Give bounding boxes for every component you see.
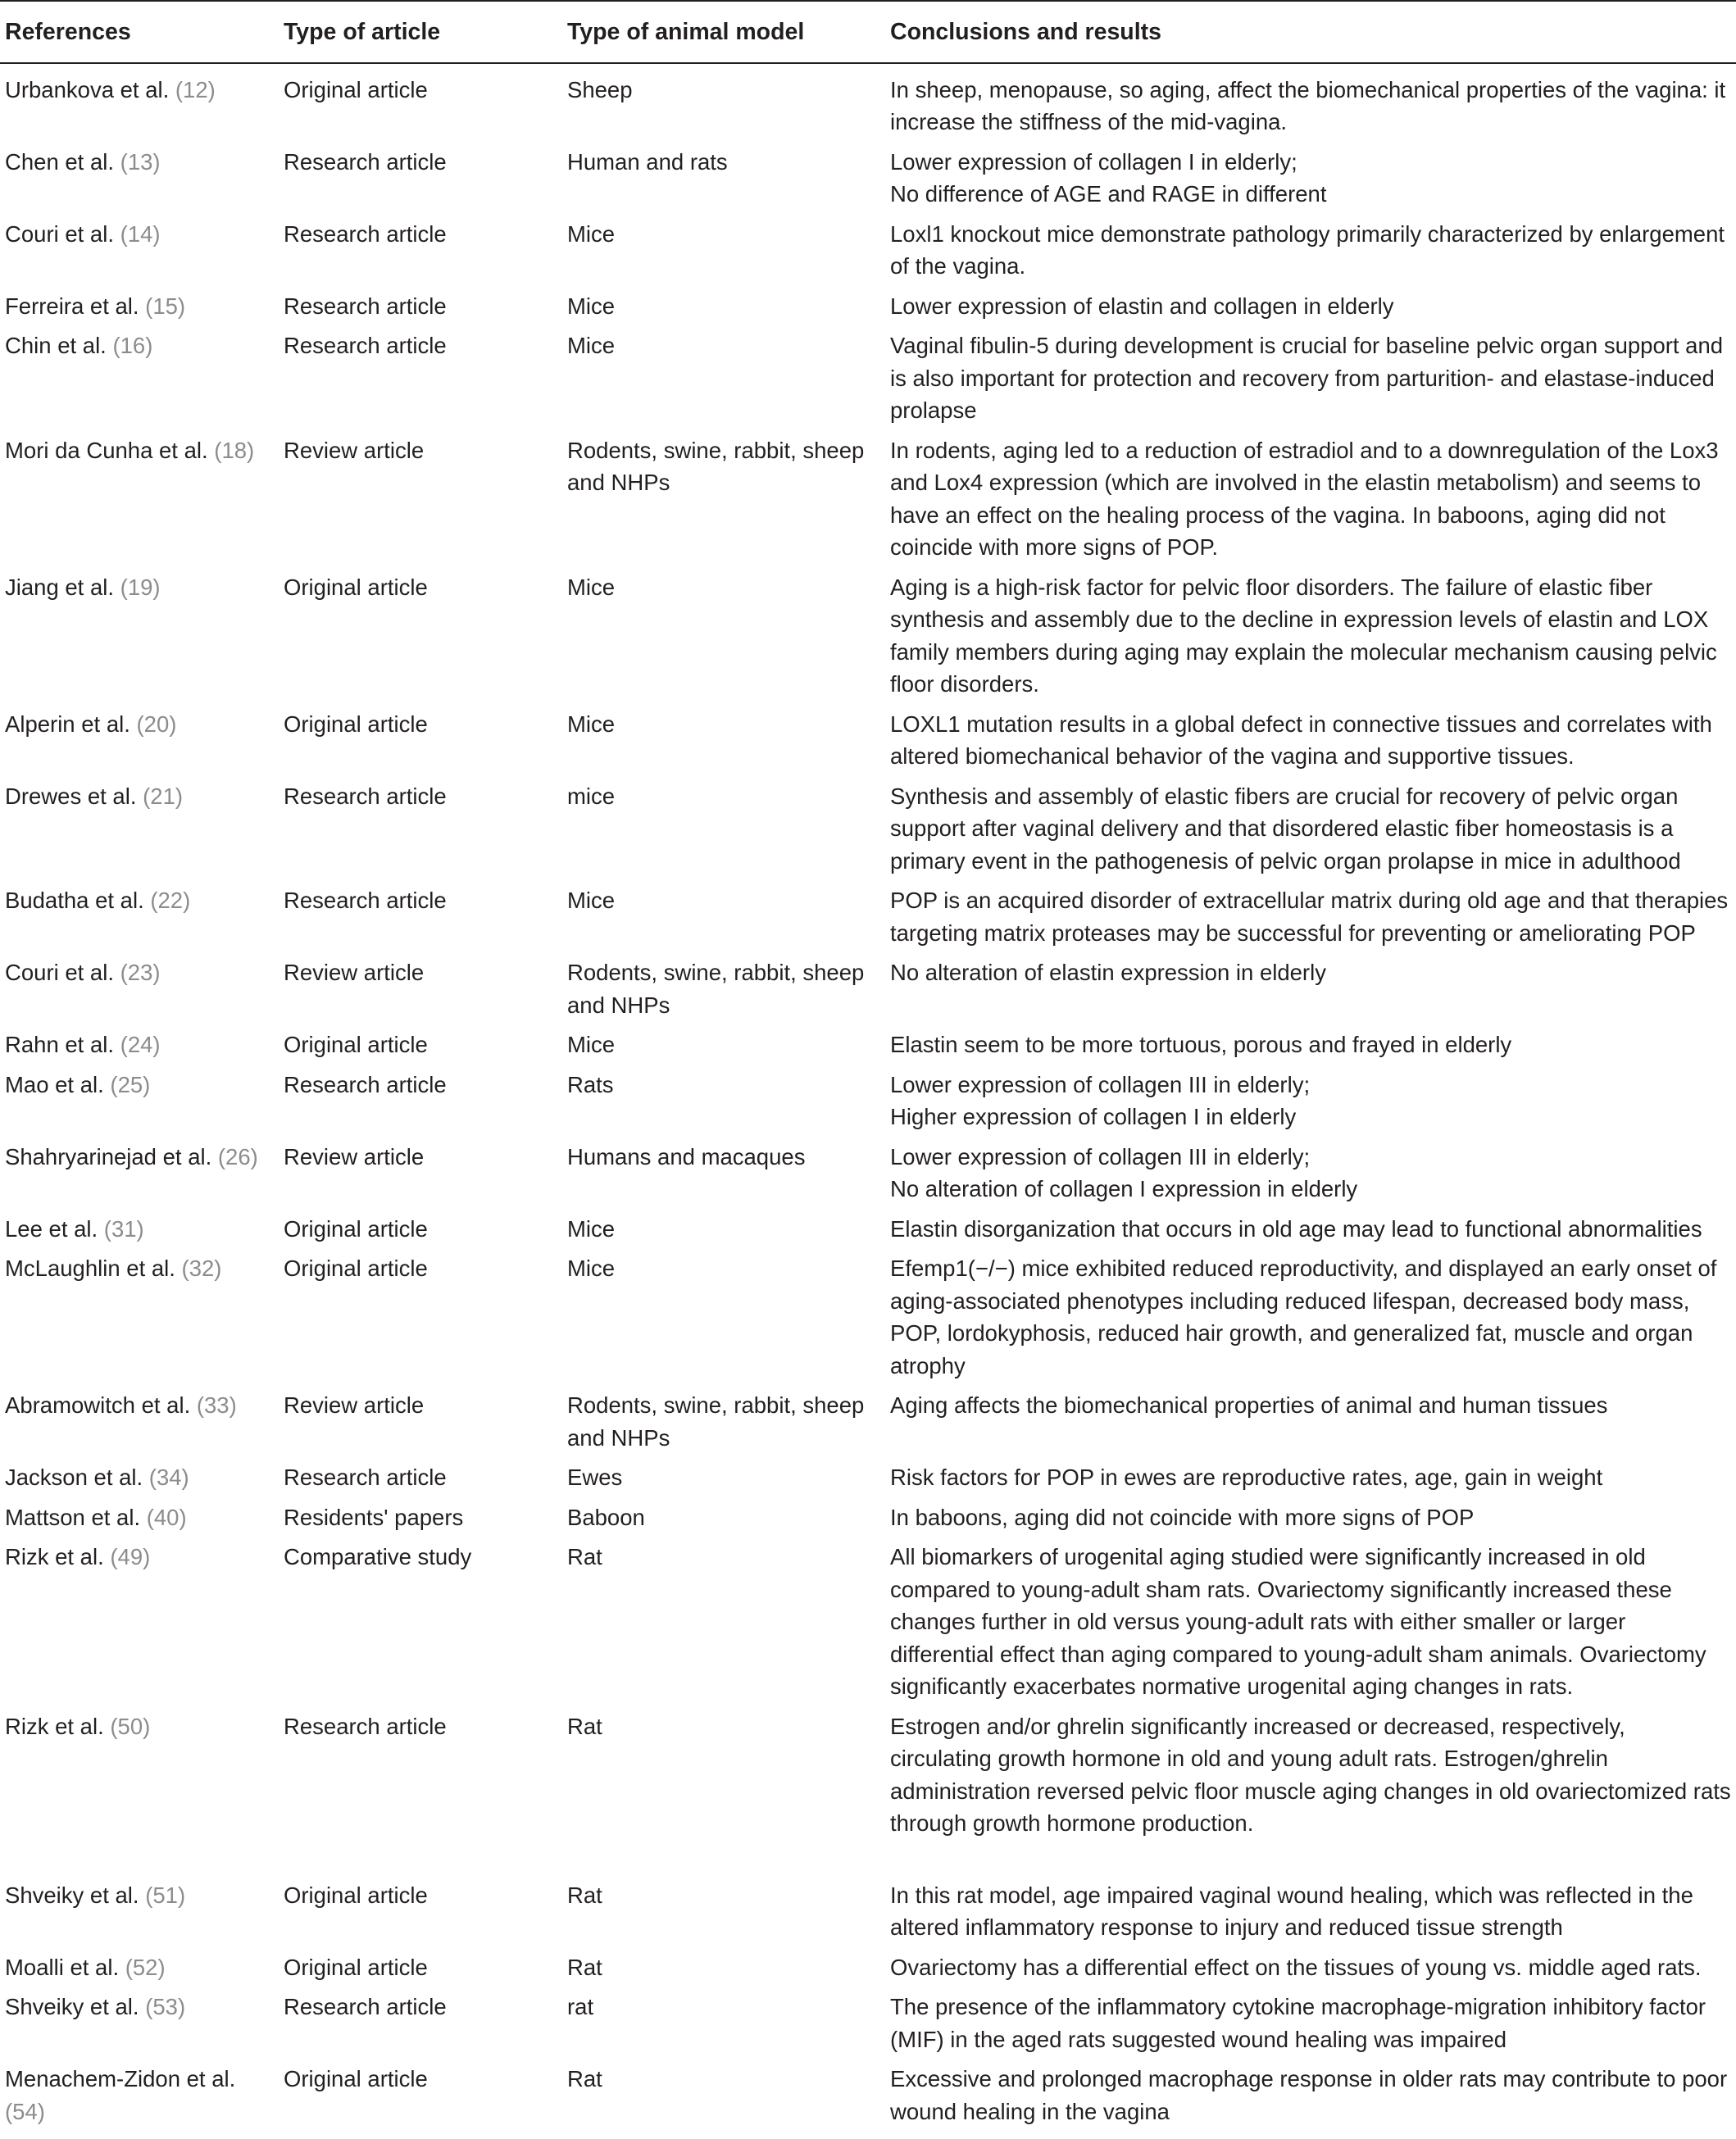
cell-reference — [0, 777, 279, 882]
conclusion-line: No difference of AGE and RAGE in different — [890, 181, 1327, 207]
cell-animal-model: Rat — [567, 1954, 602, 1980]
cell-conclusion: Excessive and prolonged macrophage response in older rats may contribute to poor wound healing in the vagina — [890, 2066, 1728, 2124]
reference-author: Budatha et al. — [5, 888, 144, 913]
cell-article-type: Original article — [284, 1256, 428, 1281]
reference-author: Rahn et al. — [5, 1032, 115, 1057]
cell-article-type: Research article — [284, 1713, 447, 1739]
reference-number-link[interactable]: (24) — [120, 1032, 161, 1057]
cell-article-type: Original article — [284, 76, 428, 102]
cell-animal-model: rat — [567, 1994, 594, 2019]
reference-number-link[interactable]: (26) — [217, 1143, 258, 1169]
cell-article-type: Original article — [284, 574, 428, 600]
cell-reference — [0, 1498, 279, 1538]
cell-reference — [0, 1987, 279, 2060]
cell-reference — [0, 143, 279, 215]
cell-reference — [0, 1065, 279, 1138]
header-row — [0, 1, 1736, 63]
conclusion-line: Higher expression of collagen I in elderly — [890, 1104, 1297, 1129]
cell-animal-model: Mice — [567, 574, 616, 600]
reference-number-link[interactable]: (40) — [146, 1504, 187, 1530]
table-body — [0, 63, 1736, 2132]
table-row — [0, 431, 1736, 568]
cell-conclusion: Efemp1(−/−) mice exhibited reduced reproductivity, and displayed an early onset of aging-associated phenotypes including reduced lifespan, decreased body mass, POP, lordokyphosis, reduced hair growth, and generalized fat, muscle and organ atrophy — [890, 1256, 1717, 1378]
cell-animal-model: Mice — [567, 220, 616, 247]
conclusion-line: Lower expression of collagen III in elderly; — [890, 1071, 1311, 1097]
cell-animal-model: Mice — [567, 293, 616, 319]
reference-number-link[interactable]: (53) — [145, 1994, 186, 2019]
cell-conclusion: All biomarkers of urogenital aging studied were significantly increased in old compared to young-adult sham rats. Ovariectomy significantly increased these changes further in old versus young-adult rats with either smaller or larger differential effect than aging compared to young-adult sham animals. Ovariectomy significantly exacerbates normative urogenital aging changes in rats. — [890, 1544, 1706, 1699]
table-row — [0, 1138, 1736, 1210]
cell-article-type: Research article — [284, 1071, 447, 1097]
table-row — [0, 777, 1736, 882]
cell-conclusion: LOXL1 mutation results in a global defect in connective tissues and correlates with altered biomechanical behavior of the vagina and supportive tissues. — [890, 711, 1712, 769]
table-row — [0, 1498, 1736, 1538]
table-row — [0, 881, 1736, 953]
cell-reference — [0, 1876, 279, 1948]
cell-article-type: Research article — [284, 333, 447, 358]
reference-author: Drewes et al. — [5, 783, 137, 809]
cell-conclusion — [885, 1138, 1736, 1210]
table-row — [0, 2060, 1736, 2132]
cell-reference — [0, 1537, 279, 1707]
reference-author: Mattson et al. — [5, 1504, 141, 1530]
reference-author: Urbankova et al. — [5, 76, 170, 102]
cell-animal-model: Rat — [567, 1882, 602, 1908]
reference-author: Rizk et al. — [5, 1713, 104, 1739]
header-type-of-animal-model: Type of animal model — [562, 1, 885, 63]
reference-author: McLaughlin et al. — [5, 1256, 175, 1281]
cell-reference — [0, 568, 279, 705]
cell-conclusion: In baboons, aging did not coincide with more signs of POP — [890, 1504, 1475, 1530]
reference-author: Chen et al. — [5, 148, 115, 175]
cell-conclusion: Lower expression of elastin and collagen in elderly — [890, 293, 1394, 319]
cell-article-type: Review article — [284, 1143, 425, 1169]
reference-number-link[interactable]: (19) — [120, 574, 161, 600]
cell-animal-model: Rats — [567, 1071, 614, 1097]
cell-reference — [0, 431, 279, 568]
cell-conclusion: In this rat model, age impaired vaginal wound healing, which was reflected in the altered inflammatory response to injury and reduced tissue strength — [890, 1882, 1693, 1940]
cell-animal-model: Mice — [567, 1215, 616, 1242]
cell-reference — [0, 287, 279, 327]
cell-conclusion: Ovariectomy has a differential effect on the tissues of young vs. middle aged rats. — [890, 1954, 1702, 1980]
cell-reference — [0, 1948, 279, 1988]
cell-article-type: Comparative study — [284, 1544, 472, 1569]
conclusion-line: Lower expression of collagen I in elderly; — [890, 148, 1297, 175]
reference-number-link[interactable]: (52) — [125, 1954, 166, 1980]
cell-reference — [0, 1707, 279, 1876]
cell-article-type: Original article — [284, 1032, 428, 1057]
cell-animal-model: Rat — [567, 2066, 602, 2091]
header-type-of-article: Type of article — [279, 1, 562, 63]
conclusion-line: Lower expression of collagen III in elderly; — [890, 1143, 1311, 1169]
cell-article-type: Research article — [284, 148, 447, 175]
cell-conclusion: Synthesis and assembly of elastic fibers are crucial for recovery of pelvic organ support after vaginal delivery and that disordered elastic fiber homeostasis is a primary event in the pathogenesis of pelvic organ prolapse in mice in adulthood — [890, 783, 1681, 874]
cell-animal-model: mice — [567, 783, 616, 809]
cell-animal-model: Mice — [567, 1256, 616, 1281]
cell-animal-model: Rodents, swine, rabbit, sheep and NHPs — [567, 437, 865, 495]
reference-author: Moalli et al. — [5, 1954, 120, 1980]
cell-conclusion: Aging affects the biomechanical properties of animal and human tissues — [890, 1392, 1608, 1418]
cell-conclusion: Loxl1 knockout mice demonstrate pathology primarily characterized by enlargement of the vagina. — [890, 220, 1725, 279]
cell-article-type: Original article — [284, 1215, 428, 1242]
reference-author: Shahryarinejad et al. — [5, 1143, 212, 1169]
cell-reference — [0, 215, 279, 287]
cell-article-type: Review article — [284, 1392, 425, 1418]
table-row — [0, 1987, 1736, 2060]
reference-number-link[interactable]: (21) — [143, 783, 184, 809]
cell-animal-model: Rodents, swine, rabbit, sheep and NHPs — [567, 960, 865, 1018]
reference-author: Mao et al. — [5, 1071, 104, 1097]
table-row — [0, 953, 1736, 1025]
reference-number-link[interactable]: (18) — [214, 437, 255, 463]
cell-article-type: Research article — [284, 293, 447, 319]
table-row — [0, 1537, 1736, 1707]
table-row — [0, 143, 1736, 215]
reference-number-link[interactable]: (20) — [136, 711, 177, 737]
table-row — [0, 1876, 1736, 1948]
cell-conclusion: Vaginal fibulin-5 during development is crucial for baseline pelvic organ support and is also important for protection and recovery from parturition- and elastase-induced prolapse — [890, 333, 1724, 423]
reference-author: Jackson et al. — [5, 1465, 143, 1490]
cell-conclusion: In rodents, aging led to a reduction of estradiol and to a downregulation of the Lox3 and Lox4 expression (which are involved in the elastin metabolism) and seems to have an effect on the healing process of the vagina. In baboons, aging did not coincide with more signs of POP. — [890, 437, 1719, 560]
table-row — [0, 1458, 1736, 1498]
table-row — [0, 1707, 1736, 1876]
reference-number-link[interactable]: (25) — [110, 1071, 151, 1097]
cell-article-type: Research article — [284, 1465, 447, 1490]
cell-reference — [0, 1138, 279, 1210]
cell-reference — [0, 1386, 279, 1458]
cell-conclusion: Aging is a high-risk factor for pelvic floor disorders. The failure of elastic fiber synthesis and assembly due to the decline in expression levels of elastin and LOX family members during aging may explain the molecular mechanism causing pelvic floor disorders. — [890, 574, 1717, 697]
cell-article-type: Review article — [284, 960, 425, 985]
reference-author: Couri et al. — [5, 960, 114, 985]
table-header — [0, 1, 1736, 63]
cell-reference — [0, 63, 279, 143]
header-conclusions-and-results: Conclusions and results — [885, 1, 1736, 63]
table-row — [0, 1065, 1736, 1138]
cell-article-type: Review article — [284, 437, 425, 463]
reference-number-link[interactable]: (14) — [120, 220, 161, 247]
cell-animal-model: Sheep — [567, 76, 633, 102]
cell-animal-model: Humans and macaques — [567, 1143, 806, 1169]
cell-reference — [0, 2060, 279, 2132]
cell-article-type: Original article — [284, 1954, 428, 1980]
cell-animal-model: Human and rats — [567, 148, 728, 175]
reference-number-link[interactable]: (16) — [112, 333, 153, 358]
reference-number-link[interactable]: (33) — [196, 1392, 237, 1418]
table-row — [0, 1210, 1736, 1250]
cell-animal-model: Rat — [567, 1544, 602, 1569]
conclusion-line: No alteration of collagen I expression in elderly — [890, 1176, 1358, 1201]
cell-conclusion — [885, 143, 1736, 215]
table-row — [0, 215, 1736, 287]
reference-number-link[interactable]: (32) — [181, 1256, 222, 1281]
reference-author: Chin et al. — [5, 333, 107, 358]
table-row — [0, 326, 1736, 431]
cell-conclusion: Elastin disorganization that occurs in old age may lead to functional abnormalities — [890, 1215, 1702, 1242]
table-row — [0, 568, 1736, 705]
cell-article-type: Research article — [284, 888, 447, 913]
cell-animal-model: Rodents, swine, rabbit, sheep and NHPs — [567, 1392, 865, 1451]
cell-article-type: Research article — [284, 1994, 447, 2019]
cell-animal-model: Mice — [567, 1032, 616, 1057]
reference-author: Rizk et al. — [5, 1544, 104, 1569]
cell-animal-model: Baboon — [567, 1504, 645, 1530]
cell-article-type: Research article — [284, 783, 447, 809]
cell-article-type: Original article — [284, 1882, 428, 1908]
cell-animal-model: Mice — [567, 888, 616, 913]
cell-conclusion: Risk factors for POP in ewes are reproductive rates, age, gain in weight — [890, 1465, 1603, 1490]
reference-number-link[interactable]: (50) — [110, 1713, 151, 1739]
reference-author: Abramowitch et al. — [5, 1392, 191, 1418]
reference-number-link[interactable]: (34) — [148, 1465, 189, 1490]
reference-author: Lee et al. — [5, 1215, 98, 1242]
cell-animal-model: Mice — [567, 333, 616, 358]
cell-conclusion: No alteration of elastin expression in elderly — [890, 960, 1326, 985]
reference-author: Menachem-Zidon et al. — [5, 2066, 236, 2091]
table-row — [0, 1025, 1736, 1065]
table-row — [0, 1249, 1736, 1386]
reference-author: Alperin et al. — [5, 711, 130, 737]
table-row — [0, 1386, 1736, 1458]
cell-reference — [0, 1249, 279, 1386]
table-row — [0, 287, 1736, 327]
cell-reference — [0, 326, 279, 431]
cell-reference — [0, 1210, 279, 1250]
cell-conclusion: Estrogen and/or ghrelin significantly increased or decreased, respectively, circulating growth hormone in old and young adult rats. Estrogen/ghrelin administration reversed pelvic floor muscle aging changes in old ovariectomized rats through growth hormone production. — [890, 1713, 1731, 1836]
cell-article-type: Original article — [284, 2066, 428, 2091]
header-references: References — [0, 1, 279, 63]
reference-number-link[interactable]: (12) — [175, 76, 216, 102]
reference-author: Shveiky et al. — [5, 1882, 139, 1908]
reference-author: Jiang et al. — [5, 574, 115, 600]
cell-animal-model: Rat — [567, 1713, 602, 1739]
reference-author: Couri et al. — [5, 220, 114, 247]
cell-article-type: Research article — [284, 220, 447, 247]
cell-article-type: Residents' papers — [284, 1504, 464, 1530]
cell-animal-model: Mice — [567, 711, 616, 737]
cell-reference — [0, 953, 279, 1025]
reference-number-link[interactable]: (22) — [150, 888, 191, 913]
reference-number-link[interactable]: (54) — [5, 2098, 45, 2124]
cell-reference — [0, 705, 279, 777]
reference-number-link[interactable]: (23) — [120, 960, 161, 985]
cell-reference — [0, 1025, 279, 1065]
cell-conclusion: Elastin seem to be more tortuous, porous and frayed in elderly — [890, 1032, 1512, 1057]
cell-conclusion — [885, 1065, 1736, 1138]
reference-number-link[interactable]: (49) — [110, 1544, 151, 1569]
reference-author: Shveiky et al. — [5, 1994, 139, 2019]
table-row — [0, 705, 1736, 777]
reference-author: Ferreira et al. — [5, 293, 139, 319]
cell-conclusion: POP is an acquired disorder of extracellular matrix during old age and that therapies targeting matrix proteases may be successful for preventing or ameliorating POP — [890, 888, 1729, 946]
reference-author: Mori da Cunha et al. — [5, 437, 208, 463]
cell-article-type: Original article — [284, 711, 428, 737]
reference-number-link[interactable]: (13) — [120, 148, 161, 175]
table-row — [0, 63, 1736, 143]
cell-conclusion: In sheep, menopause, so aging, affect the biomechanical properties of the vagina: it increase the stiffness of the mid-vagina. — [890, 76, 1726, 134]
table-row — [0, 1948, 1736, 1988]
cell-reference — [0, 881, 279, 953]
cell-reference — [0, 1458, 279, 1498]
reference-number-link[interactable]: (51) — [145, 1882, 186, 1908]
reference-number-link[interactable]: (15) — [145, 293, 186, 319]
cell-animal-model: Ewes — [567, 1465, 623, 1490]
cell-conclusion: The presence of the inflammatory cytokine macrophage-migration inhibitory factor (MIF) in the aged rats suggested wound healing was impaired — [890, 1994, 1706, 2052]
reference-number-link[interactable]: (31) — [103, 1215, 144, 1242]
